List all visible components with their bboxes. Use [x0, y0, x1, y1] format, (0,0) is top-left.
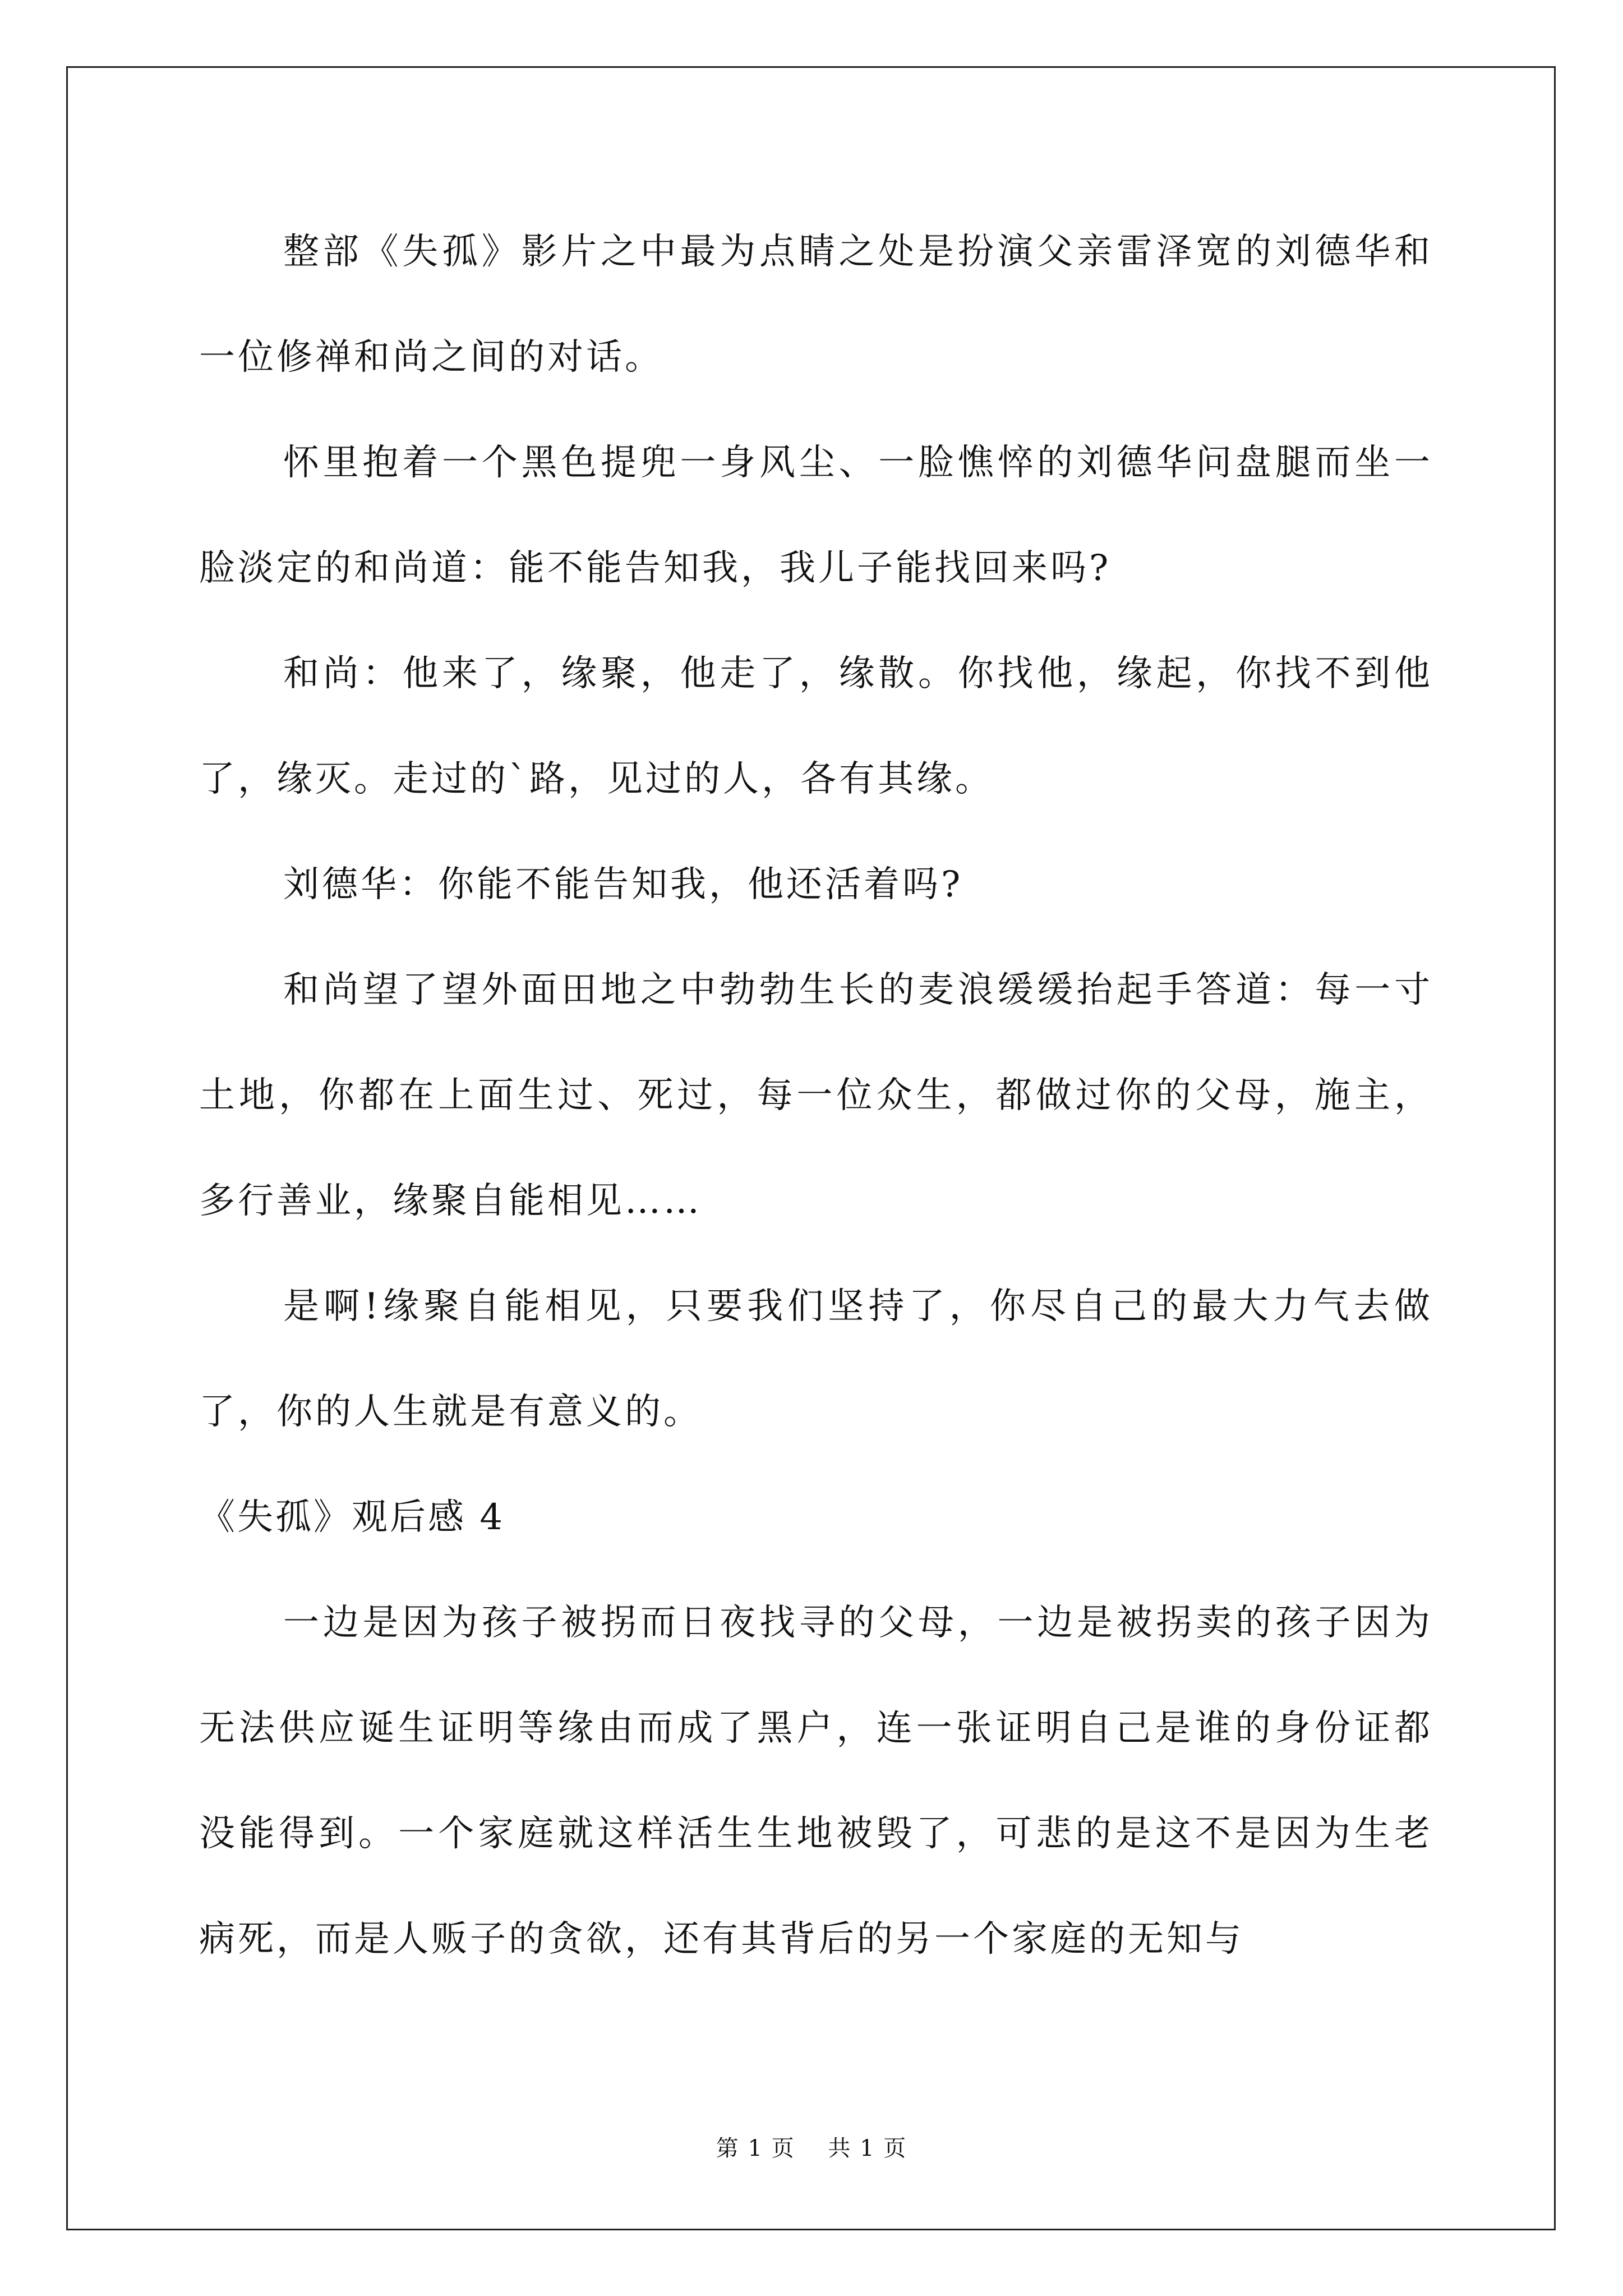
- page-footer: [0, 2132, 1623, 2165]
- paragraph: 和尚望了望外面田地之中勃勃生长的麦浪缓缓抬起手答道：每一寸土地，你都在上面生过、死过，每一位众生，都做过你的父母，施主，多行善业，缘聚自能相见……: [199, 969, 1433, 1222]
- paragraph: 一边是因为孩子被拐而日夜找寻的父母，一边是被拐卖的孩子因为无法供应诞生证明等缘由而成了黑户，连一张证明自己是谁的身份证都没能得到。一个家庭就这样活生生地被毁了，可悲的是这不是因为生老病死，而是人贩子的贪欲，还有其背后的另一个家庭的无知与: [199, 1602, 1433, 1960]
- page-count: 共 1 页: [828, 2136, 907, 2161]
- section-heading: 《失孤》观后感 4: [199, 1497, 505, 1538]
- paragraph: 整部《失孤》影片之中最为点睛之处是扮演父亲雷泽宽的刘德华和一位修禅和尚之间的对话。: [199, 231, 1433, 378]
- paragraph: 怀里抱着一个黑色提兜一身风尘、一脸憔悴的刘德华问盘腿而坐一脸淡定的和尚道：能不能告知我，我儿子能找回来吗?: [199, 442, 1433, 589]
- page-number: 第 1 页: [716, 2136, 795, 2161]
- paragraph: 刘德华：你能不能告知我，他还活着吗?: [283, 864, 963, 905]
- document-body: [199, 199, 1433, 1992]
- paragraph: 和尚：他来了，缘聚，他走了，缘散。你找他，缘起，你找不到他了，缘灭。走过的`路，见过的人，各有其缘。: [199, 653, 1433, 800]
- paragraph: 是啊!缘聚自能相见，只要我们坚持了，你尽自己的最大力气去做了，你的人生就是有意义的。: [199, 1286, 1433, 1433]
